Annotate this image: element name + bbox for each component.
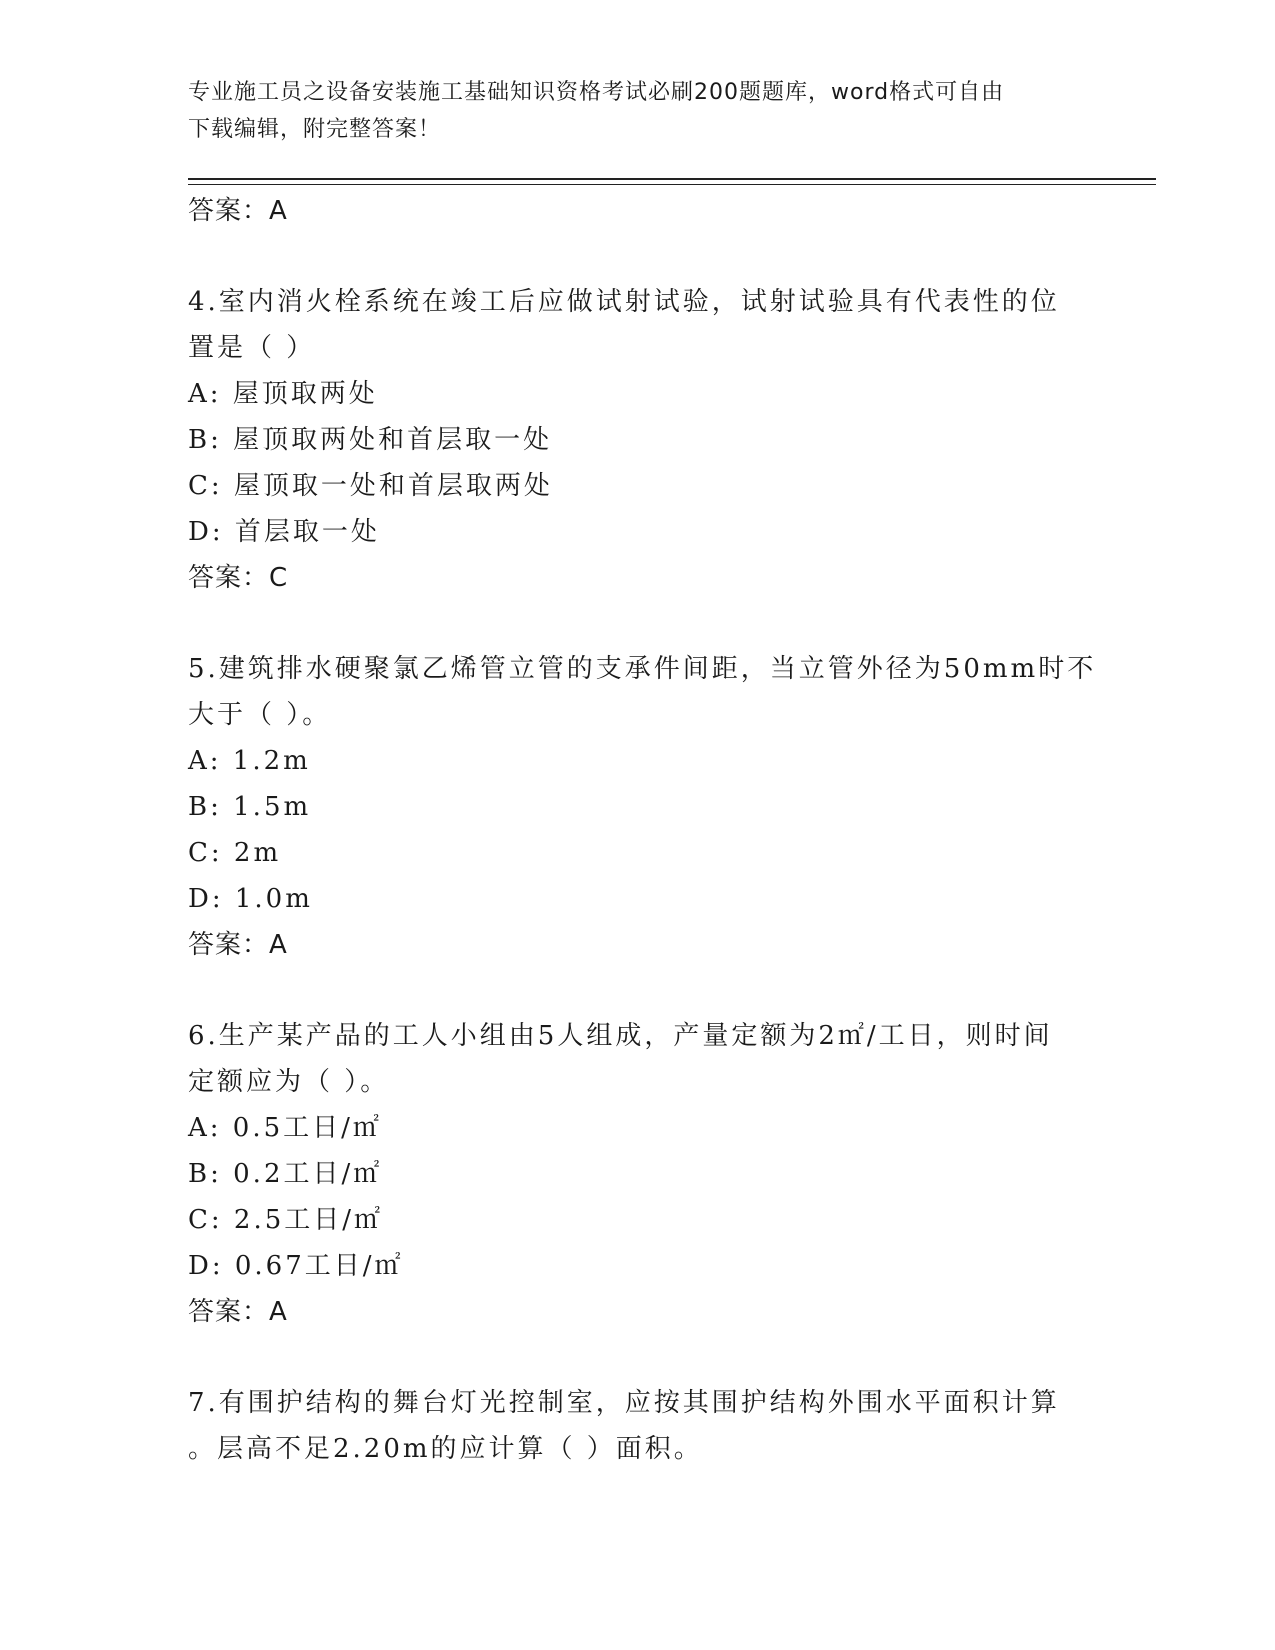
question-line: B: 1.5m	[188, 792, 312, 822]
section-spacer	[188, 601, 1088, 646]
question-line: 7.有围护结构的舞台灯光控制室，应按其围护结构外围水平面积计算	[188, 1388, 1060, 1418]
question-line: D: 1.0m	[188, 884, 313, 914]
answer-line: 答案：C	[188, 563, 289, 593]
question-line: A: 1.2m	[188, 746, 311, 776]
answer-line: 答案：A	[188, 930, 288, 960]
question-line: C: 屋顶取一处和首层取两处	[188, 471, 553, 501]
question-line: 6.生产某产品的工人小组由5人组成，产量定额为2㎡/工日，则时间	[188, 1021, 1053, 1051]
question-line: 置是（ ）	[188, 333, 316, 363]
header-divider-thin	[188, 184, 1156, 185]
question-line: D: 首层取一处	[188, 517, 380, 547]
question-line: C: 2.5工日/㎡	[188, 1205, 384, 1235]
question-line: B: 屋顶取两处和首层取一处	[188, 425, 553, 455]
question-line: A: 0.5工日/㎡	[188, 1113, 382, 1143]
answer-line: 答案：A	[188, 1297, 288, 1327]
section-spacer	[188, 968, 1088, 1013]
question-line: 4.室内消火栓系统在竣工后应做试射试验，试射试验具有代表性的位	[188, 287, 1060, 317]
header-divider-thick	[188, 178, 1156, 180]
question-line: C: 2m	[188, 838, 282, 868]
question-line: A: 屋顶取两处	[188, 379, 378, 409]
page-header	[188, 74, 1088, 148]
question-line: 定额应为（ ）。	[188, 1067, 390, 1097]
question-line: 。层高不足2.20m的应计算（ ）面积。	[188, 1434, 703, 1464]
question-line: 5.建筑排水硬聚氯乙烯管立管的支承件间距，当立管外径为50mm时不	[188, 654, 1097, 684]
section-spacer	[188, 1335, 1088, 1380]
section-spacer	[188, 234, 1088, 279]
question-line: 大于（ ）。	[188, 700, 332, 730]
question-line: D: 0.67工日/㎡	[188, 1251, 404, 1281]
question-line: B: 0.2工日/㎡	[188, 1159, 383, 1189]
header-line-1: 专业施工员之设备安装施工基础知识资格考试必刷200题题库，word格式可自由	[188, 80, 1005, 105]
header-line-2: 下载编辑，附完整答案！	[188, 117, 442, 142]
document-body	[188, 188, 1097, 1472]
answer-line: 答案：A	[188, 196, 288, 226]
